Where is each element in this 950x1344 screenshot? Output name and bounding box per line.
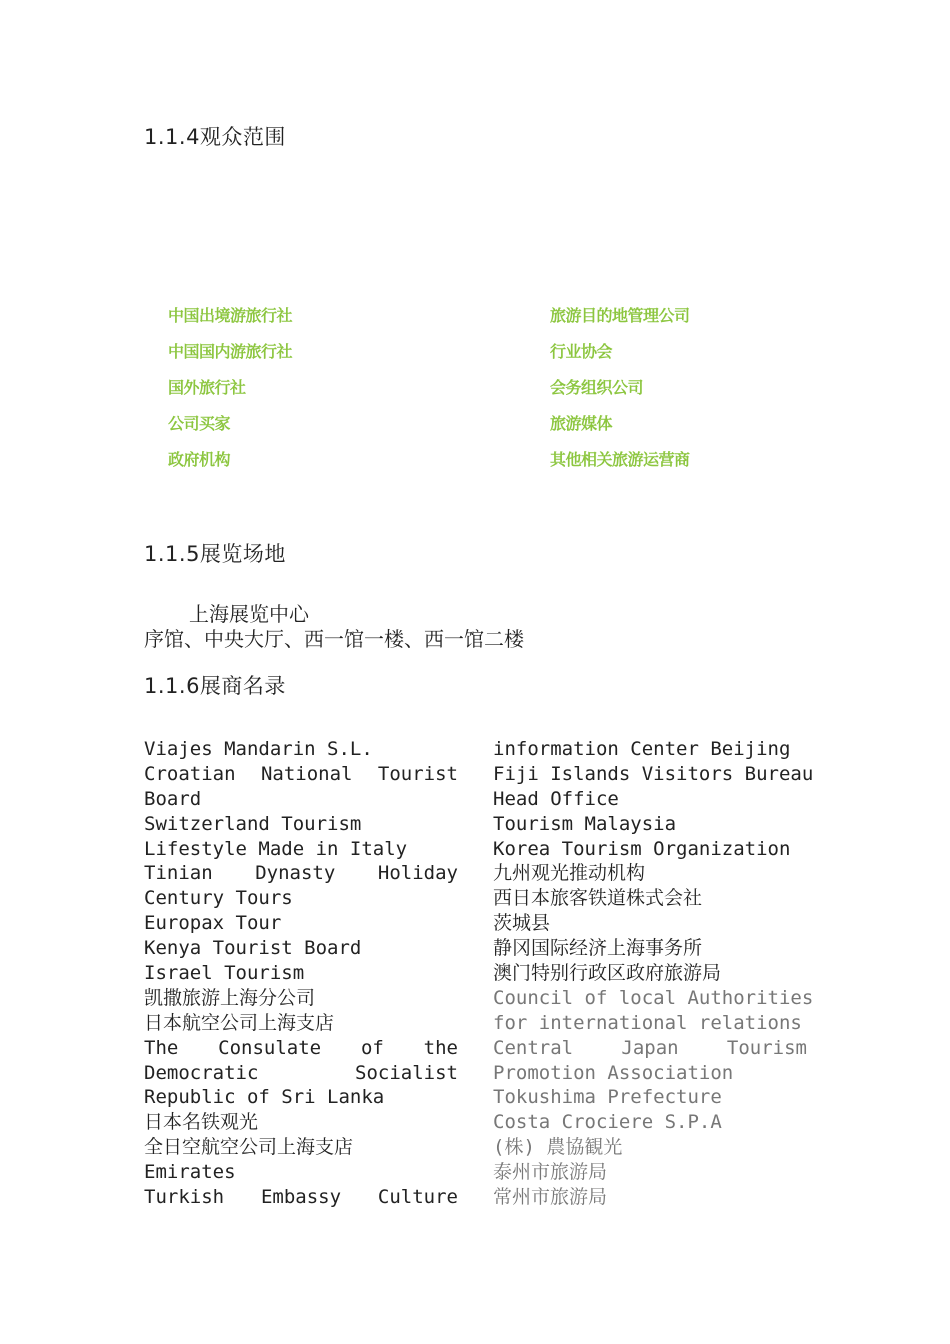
exhibitor-item: for international relations [493, 1011, 802, 1034]
exhibitor-item: Europax Tour [144, 912, 282, 935]
audience-section-heading: 1.1.4观众范围 [144, 125, 286, 149]
venue-halls: 序馆、中央大厅、西一馆一楼、西一馆二楼 [144, 627, 524, 651]
venue-name: 上海展览中心 [189, 602, 309, 626]
audience-list-left [168, 303, 292, 483]
venue-section-heading: 1.1.5展览场地 [144, 542, 286, 566]
exhibitor-item: Century Tours [144, 887, 293, 910]
exhibitor-item: Costa Crociere S.P.A [493, 1111, 722, 1134]
audience-item: 国外旅行社 [168, 378, 246, 397]
exhibitor-item: Fiji Islands Visitors Bureau [493, 762, 814, 785]
exhibitor-item: 全日空航空公司上海支店 [144, 1136, 354, 1159]
exhibitor-item: 常州市旅游局 [493, 1186, 608, 1209]
exhibitor-item: information Center Beijing [493, 738, 791, 760]
exhibitor-item: Board [144, 787, 202, 810]
exhibitor-item: 日本名铁观光 [144, 1111, 259, 1134]
audience-item: 其他相关旅游运营商 [550, 450, 690, 469]
exhibitor-item: Democratic Socialist [144, 1061, 458, 1084]
exhibitor-item: Head Office [493, 787, 619, 810]
exhibitors-section-heading: 1.1.6展商名录 [144, 674, 286, 698]
exhibitor-item: Israel Tourism [144, 962, 305, 985]
exhibitor-item: Promotion Association [493, 1061, 734, 1084]
exhibitor-item: 澳门特别行政区政府旅游局 [493, 962, 722, 985]
audience-item: 公司买家 [168, 414, 231, 433]
exhibitor-item: 凯撒旅游上海分公司 [144, 986, 316, 1009]
exhibitor-item: Tokushima Prefecture [493, 1086, 722, 1109]
exhibitor-item: (株) 農協観光 [493, 1136, 623, 1159]
exhibitor-item: 茨城县 [493, 912, 551, 935]
audience-item: 旅游媒体 [550, 414, 613, 433]
exhibitor-item: Emirates [144, 1161, 236, 1184]
exhibitor-item: Korea Tourism Organization [493, 837, 791, 860]
exhibitor-item: Tinian Dynasty Holiday [144, 862, 458, 885]
exhibitor-item: 日本航空公司上海支店 [144, 1011, 335, 1034]
audience-item: 行业协会 [550, 342, 613, 361]
exhibitor-item: Republic of Sri Lanka [144, 1086, 385, 1109]
audience-item: 政府机构 [168, 450, 231, 469]
audience-item: 旅游目的地管理公司 [550, 306, 690, 325]
exhibitor-item: Viajes Mandarin S.L. [144, 738, 373, 760]
exhibitor-item: Council of local Authorities [493, 986, 814, 1009]
exhibitor-list-right [493, 737, 814, 1210]
audience-item: 中国出境游旅行社 [168, 306, 293, 325]
exhibitor-item: Kenya Tourist Board [144, 937, 362, 960]
exhibitor-item: Switzerland Tourism [144, 812, 362, 835]
exhibitor-item: The Consulate of the [144, 1036, 458, 1059]
exhibitor-list-left [144, 737, 458, 1210]
exhibitor-item: Lifestyle Made in Italy [144, 837, 408, 860]
exhibitor-item: 泰州市旅游局 [493, 1161, 608, 1184]
exhibitor-item: Croatian National Tourist [144, 762, 458, 785]
exhibitor-item: Central Japan Tourism [493, 1036, 807, 1059]
exhibitor-item: 西日本旅客铁道株式会社 [493, 887, 703, 910]
exhibitor-item: Tourism Malaysia [493, 812, 677, 835]
audience-item: 会务组织公司 [550, 378, 644, 397]
audience-item: 中国国内游旅行社 [168, 342, 293, 361]
audience-list-right [550, 303, 690, 483]
exhibitor-item: Turkish Embassy Culture [144, 1186, 458, 1209]
exhibitor-item: 九州观光推动机构 [493, 862, 646, 885]
exhibitor-item: 静冈国际经济上海事务所 [493, 937, 703, 960]
